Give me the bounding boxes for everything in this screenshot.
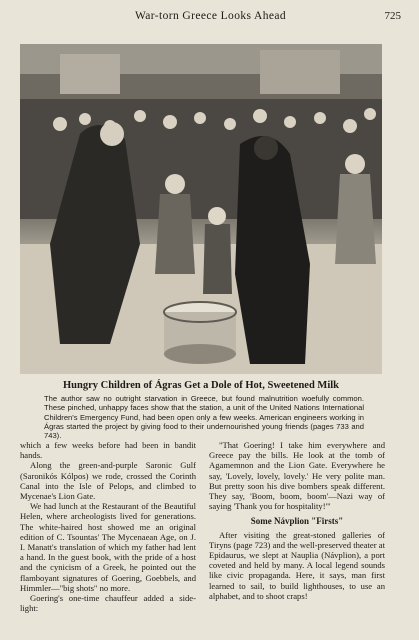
caption-body: The author saw no outright starvation in Greece, but found malnutrition woefully common. These pinched, unhappy faces show that the station, a unit of the United Nations International Children's Emergency Fund, had been open only a few weeks. American engineers working in Ágras started the project by giving food to their undernourished young friends (pages 733 and 743). bbox=[44, 394, 364, 441]
left-paragraph-3: We had lunch at the Restaurant of the Beautiful Helen, where archeologists lived for generations. The white-haired host showed me an original edition of C. Tsountas' The Mycenaean Age, on J. I. Manatt's translation of which my father had lent a hand. In the guest book, with the pride of a host and the cynicism of a Greek, he pointed out the flamboyant signatures of Goering, Goebbels, and Himmler—"big shots" no more. bbox=[20, 501, 196, 593]
photograph bbox=[20, 44, 382, 374]
right-column bbox=[209, 440, 385, 601]
running-title: War-torn Greece Looks Ahead bbox=[134, 10, 287, 22]
left-paragraph-4: Goering's one-time chauffeur added a side-light: bbox=[20, 593, 196, 614]
left-paragraph-1: which a few weeks before had been in bandit hands. bbox=[20, 440, 196, 461]
right-paragraph-1: "That Goering! I take him everywhere and Greece pay the bills. He look at the tomb of Agamemnon and the Lion Gate. Everywhere he say, 'Lovely, lovely, lovely.' He very polite man. But pretty soon his dive bombers speak different. They say, 'Boom, boom, boom'—Nazi way of saying 'Thank you for hospitality!'" bbox=[209, 440, 385, 512]
photo-image-icon bbox=[20, 44, 382, 374]
left-paragraph-2: Along the green-and-purple Saronic Gulf (Saronikós Kólpos) we rode, crossed the Corinth Canal into the Isle of Pelops, and climbed to Mycenae's Lion Gate. bbox=[20, 460, 196, 502]
right-paragraph-2: After visiting the great-stoned galleries of Tiryns (page 723) and the well-preserved theater at Epidaurus, we slept at Nauplia (Návplion), a port coveted and held by many. A local legend sounds like civic propaganda. Here, it says, man first learned to sail, to build lighthouses, to use an alphabet, and to shoot craps! bbox=[209, 529, 385, 601]
left-column bbox=[20, 440, 196, 613]
page-number: 725 bbox=[384, 10, 401, 22]
running-head bbox=[20, 8, 401, 26]
section-subhead: Some Návplion "Firsts" bbox=[250, 516, 344, 527]
caption-title: Hungry Children of Ágras Get a Dole of Hot, Sweetened Milk bbox=[63, 380, 339, 391]
